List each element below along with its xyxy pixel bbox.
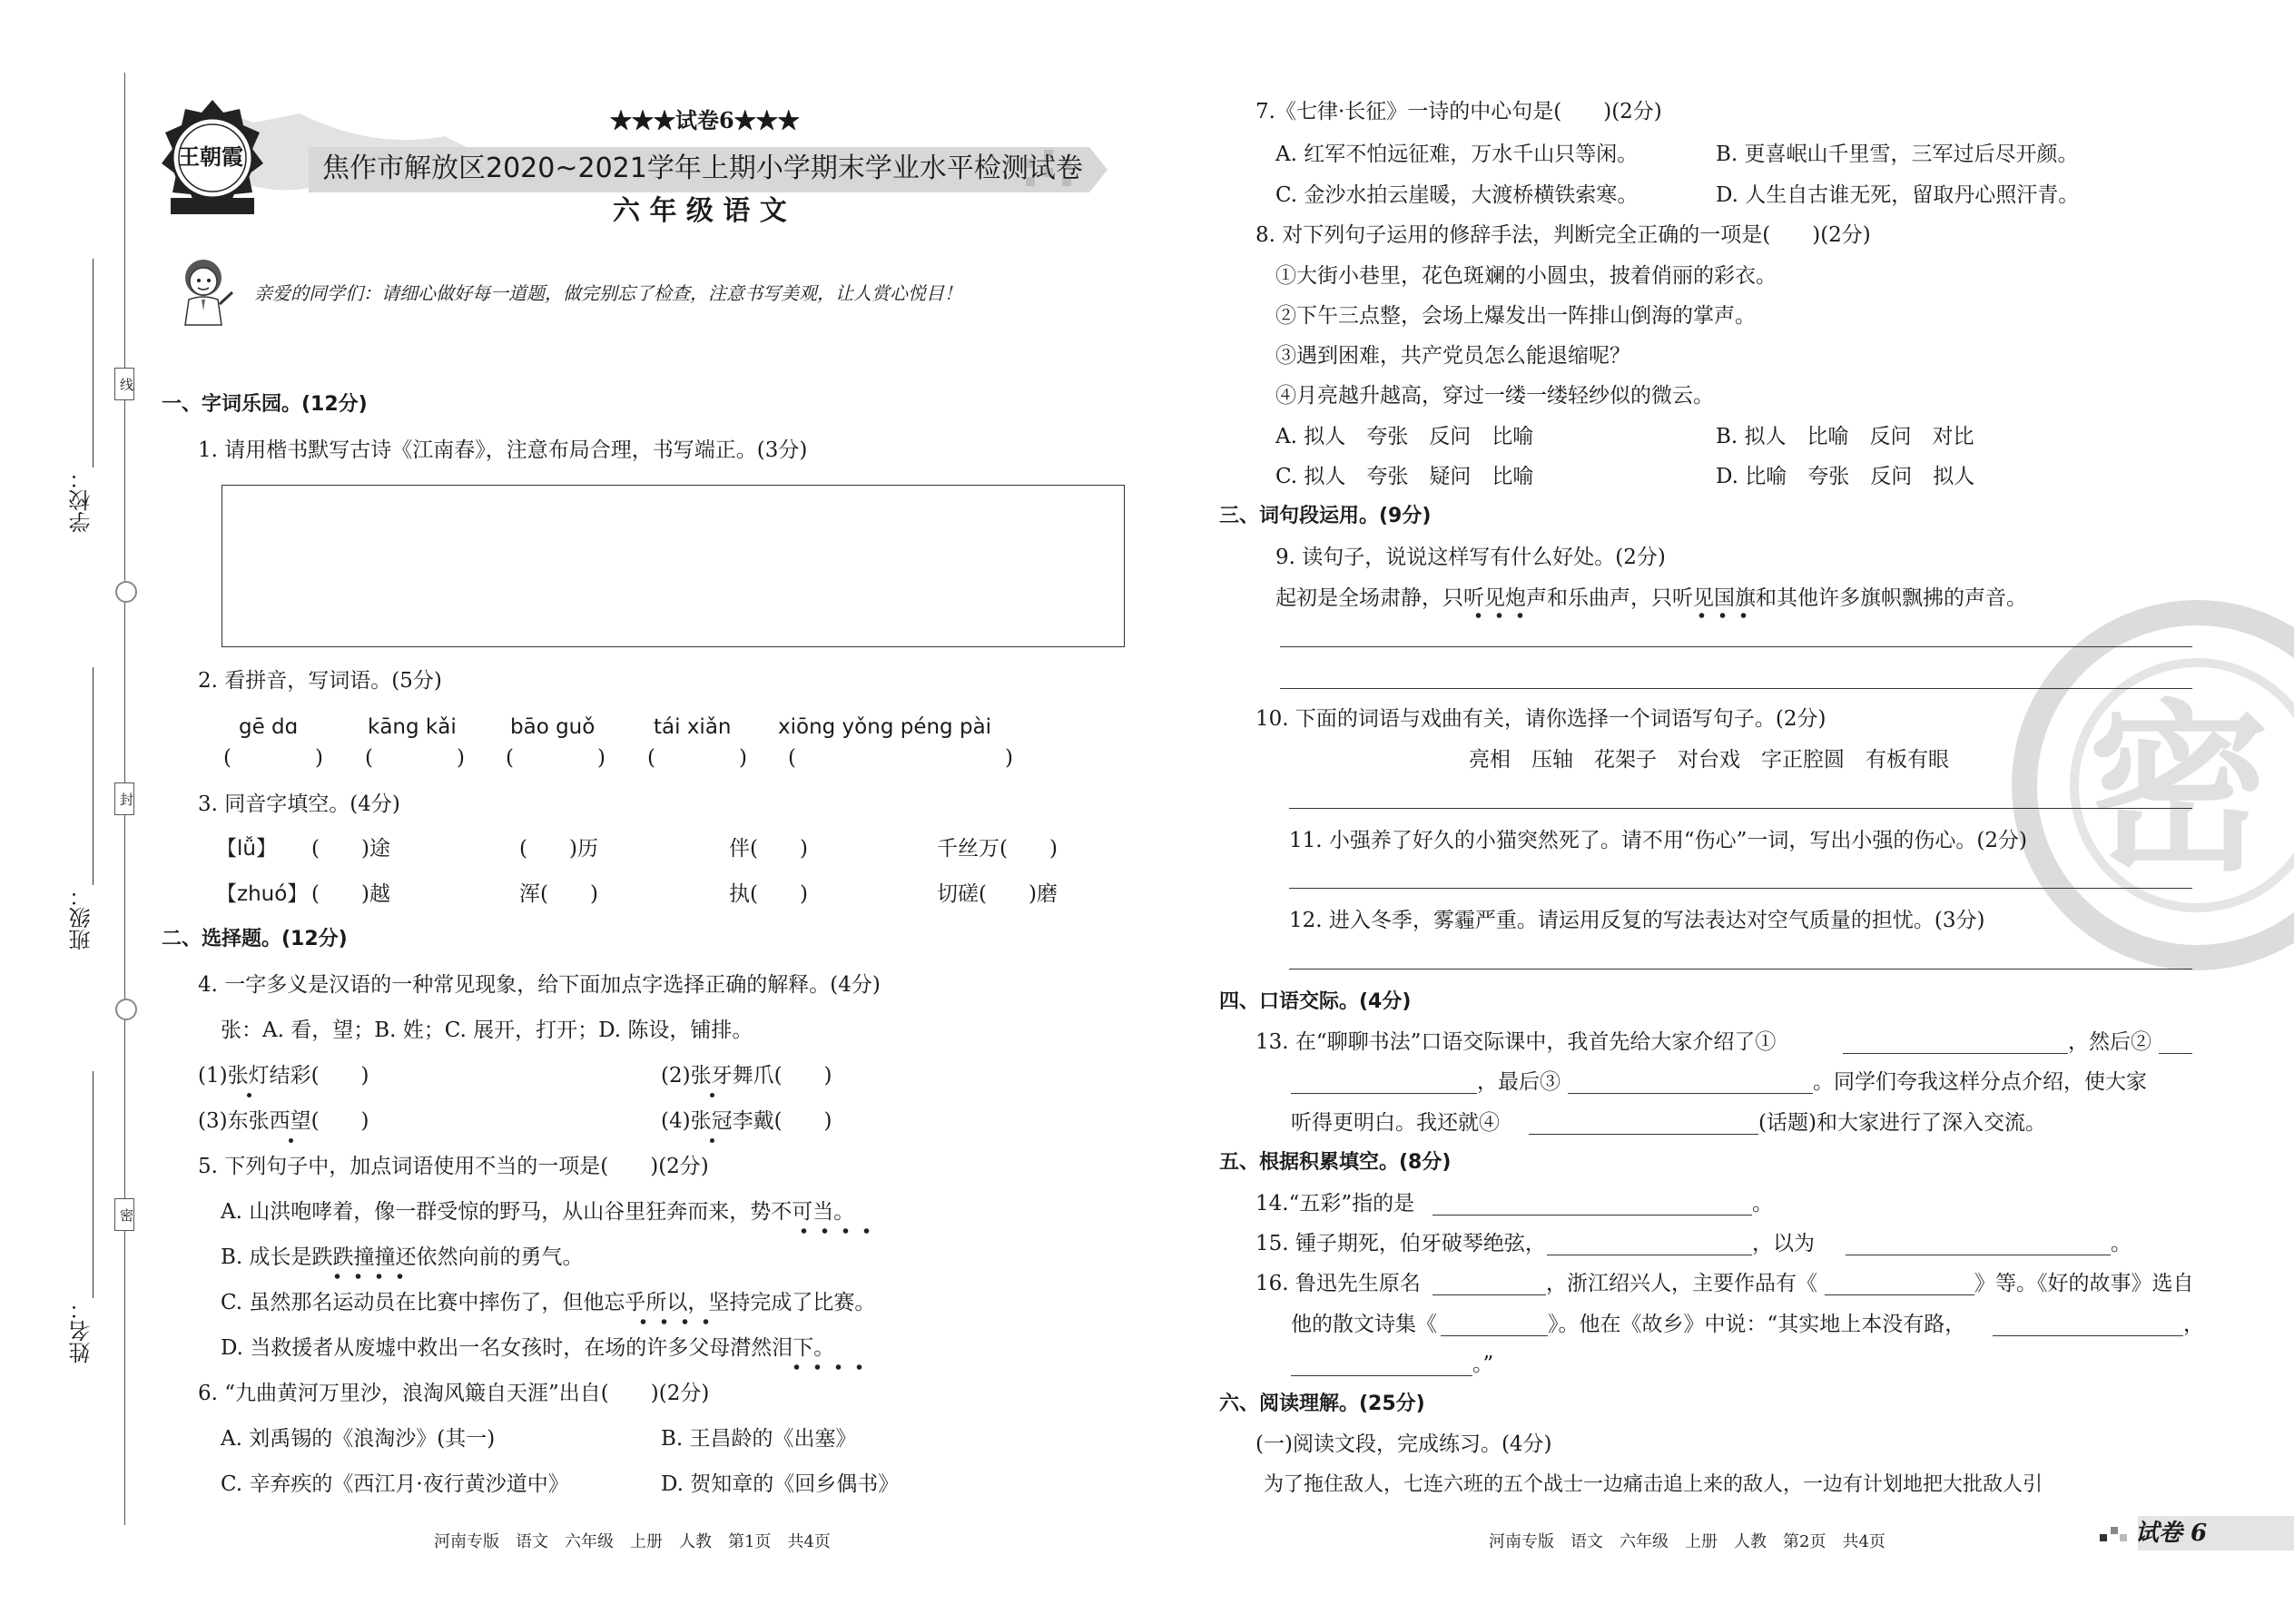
q15-mid: ，以为 (1752, 1232, 1815, 1255)
q3-blank[interactable]: 切磋( )磨 (937, 882, 1058, 906)
name-underline (93, 1071, 94, 1298)
pinyin-4: tái xiǎn (654, 715, 732, 739)
q13-blank-2-cont[interactable] (1291, 1093, 1477, 1094)
subject-title: 六 年 级 语 文 (613, 195, 787, 227)
q16-text: 16. 鲁迅先生原名 (1255, 1272, 1421, 1295)
class-underline (93, 667, 94, 885)
reading-passage: 为了拖住敌人，七连六班的五个战士一边痛击追上来的敌人，一边有计划地把大批敌人引 (1264, 1473, 2043, 1496)
q8-option-c[interactable]: C. 拟人 夸张 疑问 比喻 (1275, 465, 1534, 488)
emphasis-dots (786, 1364, 868, 1370)
reading-sub-1: (一)阅读文段，完成练习。(4分) (1255, 1432, 1552, 1456)
exam-title: 焦作市解放区2020~2021学年上期小学期末学业水平检测试卷 (322, 153, 1083, 184)
footer-left: 河南专版 语文 六年级 上册 人教 第1页 共4页 (434, 1532, 831, 1551)
answer-paren[interactable]: ( ) (788, 746, 1013, 770)
q6-option-b[interactable]: B. 王昌龄的《出塞》 (661, 1427, 857, 1451)
stars-title: ★★★试卷6★★★ (610, 107, 800, 133)
q16-part-f: ， (2183, 1313, 2204, 1336)
q9-sentence: 起初是全场肃静，只听见炮声和乐曲声，只听见国旗和其他许多旗帜飘拂的声音。 (1275, 586, 2027, 610)
q3-text: 3. 同音字填空。(4分) (198, 792, 400, 816)
q13-part-c: ，最后③ (1477, 1070, 1561, 1094)
q3-blank[interactable]: ( )越 (311, 882, 390, 906)
q10-text: 10. 下面的词语与戏曲有关，请你选择一个词语写句子。(2分) (1255, 707, 1826, 731)
q3-blank[interactable]: 浑( ) (519, 882, 598, 906)
q14-blank[interactable] (1433, 1215, 1752, 1216)
q10-words: 亮相 压轴 花架子 对台戏 字正腔圆 有板有眼 (1469, 748, 1949, 772)
answer-line[interactable] (1289, 808, 2192, 809)
class-label: 班级： (69, 885, 94, 950)
q4-item-3[interactable]: (3)东张西望( ) (198, 1109, 369, 1133)
q5-option-b[interactable]: B. 成长是跌跌撞撞还依然向前的勇气。 (221, 1245, 584, 1269)
q9-text: 9. 读句子，说说这样写有什么好处。(2分) (1275, 546, 1666, 569)
q8-sentence-3: ③遇到困难，共产党员怎么能退缩呢？ (1275, 344, 1630, 368)
emphasis-dots (1468, 613, 1531, 618)
q11-text: 11. 小强养了好久的小猫突然死了。请不用“伤心”一词，写出小强的伤心。(2分) (1289, 829, 2027, 852)
q15-end: 。 (2111, 1232, 2132, 1255)
q3-blank[interactable]: 伴( ) (729, 837, 808, 861)
footer-right: 河南专版 语文 六年级 上册 人教 第2页 共4页 (1489, 1532, 1885, 1551)
q4-item-4[interactable]: (4)张冠李戴( ) (661, 1109, 832, 1133)
section-4-title: 四、口语交际。(4分) (1219, 990, 1412, 1013)
binding-mark-seal: 封 (114, 782, 134, 815)
answer-line[interactable] (1280, 646, 2192, 647)
emphasis-dots (633, 1319, 714, 1324)
q7-option-b[interactable]: B. 更喜岷山千里雪，三军过后尽开颜。 (1716, 143, 2079, 166)
q6-option-a[interactable]: A. 刘禹锡的《浪淘沙》(其一) (221, 1427, 496, 1451)
q6-text: 6. “九曲黄河万里沙，浪淘风簸自天涯”出自( )(2分) (198, 1382, 710, 1405)
emphasis-dots (327, 1274, 409, 1279)
q16-part-d: 他的散文诗集《 (1291, 1313, 1437, 1336)
pinyin-3: bāo guǒ (510, 715, 596, 739)
ornament-icon (115, 999, 137, 1020)
q8-option-a[interactable]: A. 拟人 夸张 反问 比喻 (1275, 425, 1534, 448)
q3-blank[interactable]: ( )途 (311, 837, 390, 861)
answer-line[interactable] (1280, 688, 2192, 689)
section-3-title: 三、词句段运用。(9分) (1219, 505, 1432, 527)
emphasis-dot (247, 1093, 251, 1097)
q13-blank-1[interactable] (1843, 1053, 2068, 1054)
q13-blank-4[interactable] (1529, 1134, 1758, 1135)
ornament-icon (115, 581, 137, 603)
logo-text: 王朝霞 (178, 143, 243, 170)
answer-paren[interactable]: ( ) (223, 746, 323, 770)
q16-part-c: 》等。《好的故事》选自 (1974, 1272, 2194, 1295)
q2-text: 2. 看拼音，写词语。(5分) (198, 669, 442, 693)
q13-blank-2[interactable] (2159, 1053, 2192, 1054)
q1-writing-box[interactable] (222, 485, 1125, 647)
q4-item-2[interactable]: (2)张牙舞爪( ) (661, 1064, 832, 1088)
emphasis-dot (710, 1138, 714, 1143)
q16-end: 。” (1472, 1353, 1494, 1376)
q16-blank-2[interactable] (1825, 1294, 1974, 1295)
q15-text: 15. 锺子期死，伯牙破琴绝弦， (1255, 1232, 1546, 1255)
answer-line[interactable] (1289, 888, 2192, 889)
section-2-title: 二、选择题。(12分) (162, 928, 348, 950)
q12-text: 12. 进入冬季，雾霾严重。请运用反复的写法表达对空气质量的担忧。(3分) (1289, 909, 1985, 932)
q16-blank-4[interactable] (1993, 1335, 2183, 1336)
q13-part-d: 。同学们夸我这样分点介绍，使大家 (1813, 1070, 2147, 1094)
answer-paren[interactable]: ( ) (365, 746, 465, 770)
student-mascot-icon (169, 254, 241, 327)
emphasis-dots (793, 1228, 875, 1234)
emphasis-dot (710, 1093, 714, 1097)
q8-sentence-4: ④月亮越升越高，穿过一缕一缕轻纱似的微云。 (1275, 384, 1714, 408)
pinyin-2: kāng kǎi (368, 715, 457, 739)
answer-paren[interactable]: ( ) (647, 746, 747, 770)
q8-sentence-2: ②下午三点整，会场上爆发出一阵排山倒海的掌声。 (1275, 304, 1756, 328)
q3-blank[interactable]: 执( ) (729, 882, 808, 906)
q8-option-b[interactable]: B. 拟人 比喻 反问 对比 (1716, 425, 1974, 448)
q13-part-e: 听得更明白。我还就④ (1291, 1111, 1500, 1135)
name-label: 姓名： (69, 1298, 94, 1363)
q7-option-d[interactable]: D. 人生自古谁无死，留取丹心照汗青。 (1716, 183, 2080, 207)
q5-text: 5. 下列句子中，加点词语使用不当的一项是( )(2分) (198, 1155, 709, 1178)
footer-badge-squares (2100, 1523, 2127, 1543)
q6-option-d[interactable]: D. 贺知章的《回乡偶书》 (661, 1472, 900, 1496)
binding-mark-line: 线 (114, 368, 134, 400)
q14-text: 14.“五彩”指的是 (1255, 1192, 1415, 1216)
q13-part-f: (话题)和大家进行了深入交流。 (1758, 1111, 2046, 1135)
q7-option-a[interactable]: A. 红军不怕远征难，万水千山只等闲。 (1275, 143, 1639, 166)
q4-text: 4. 一字多义是汉语的一种常见现象，给下面加点字选择正确的解释。(4分) (198, 973, 881, 997)
watermark-text: 密 (2088, 683, 2270, 896)
q16-blank-3[interactable] (1441, 1335, 1548, 1336)
q5-option-a[interactable]: A. 山洪咆哮着，像一群受惊的野马，从山谷里狂奔而来，势不可当。 (221, 1200, 855, 1224)
q13-part-a: 13. 在“聊聊书法”口语交际课中，我首先给大家介绍了① (1255, 1030, 1777, 1054)
q3-blank[interactable]: 千丝万( ) (937, 837, 1058, 861)
section-5-title: 五、根据积累填空。(8分) (1219, 1151, 1452, 1174)
q5-option-c[interactable]: C. 虽然那名运动员在比赛中摔伤了，但他忘乎所以，坚持完成了比赛。 (221, 1291, 876, 1314)
q4-item-1[interactable]: (1)张灯结彩( ) (198, 1064, 369, 1088)
section-1-title: 一、字词乐园。(12分) (162, 393, 368, 416)
emphasis-dot (289, 1138, 293, 1143)
q6-option-c[interactable]: C. 辛弃疾的《西江月·夜行黄沙道中》 (221, 1472, 569, 1496)
pinyin-5: xiōng yǒng péng pài (778, 715, 992, 739)
q16-blank-5[interactable] (1291, 1375, 1472, 1376)
q3-row1-label: 【lǚ】 (216, 837, 277, 861)
q4-definitions: 张：A. 看，望；B. 姓；C. 展开，打开；D. 陈设，铺排。 (221, 1019, 753, 1042)
school-label: 学校： (69, 468, 94, 533)
q16-part-b: ，浙江绍兴人，主要作品有《 (1546, 1272, 1817, 1295)
emphasis-dots (1691, 613, 1755, 618)
school-underline (93, 259, 94, 468)
q1-text: 1. 请用楷书默写古诗《江南春》，注意布局合理，书写端正。(3分) (198, 438, 808, 462)
answer-paren[interactable]: ( ) (506, 746, 605, 770)
q7-text: 7.《七律·长征》一诗的中心句是( )(2分) (1255, 100, 1662, 123)
greeting-text: 亲爱的同学们：请细心做好每一道题，做完别忘了检查，注意书写美观，让人赏心悦目！ (254, 282, 962, 304)
q14-end: 。 (1752, 1192, 1773, 1216)
q13-part-b: ，然后② (2068, 1030, 2151, 1054)
pinyin-1: gē dɑ (239, 715, 299, 739)
q16-blank-1[interactable] (1433, 1294, 1546, 1295)
q7-option-c[interactable]: C. 金沙水拍云崖暖，大渡桥横铁索寒。 (1275, 183, 1639, 207)
section-6-title: 六、阅读理解。(25分) (1219, 1393, 1425, 1415)
footer-badge: 试卷 6 (2135, 1520, 2208, 1547)
q16-part-e: 》。他在《故乡》中说：“其实地上本没有路， (1548, 1313, 1966, 1336)
q3-blank[interactable]: ( )历 (519, 837, 598, 861)
q3-row2-label: 【zhuó】 (216, 882, 309, 906)
q5-option-d[interactable]: D. 当救援者从废墟中救出一名女孩时，在场的许多父母潸然泪下。 (221, 1336, 835, 1360)
q8-option-d[interactable]: D. 比喻 夸张 反问 拟人 (1716, 465, 1975, 488)
q8-text: 8. 对下列句子运用的修辞手法，判断完全正确的一项是( )(2分) (1255, 223, 1871, 247)
binding-mark-secret: 密 (114, 1198, 134, 1231)
q8-sentence-1: ①大街小巷里，花色斑斓的小圆虫，披着俏丽的彩衣。 (1275, 264, 1777, 288)
q13-blank-3[interactable] (1568, 1093, 1813, 1094)
